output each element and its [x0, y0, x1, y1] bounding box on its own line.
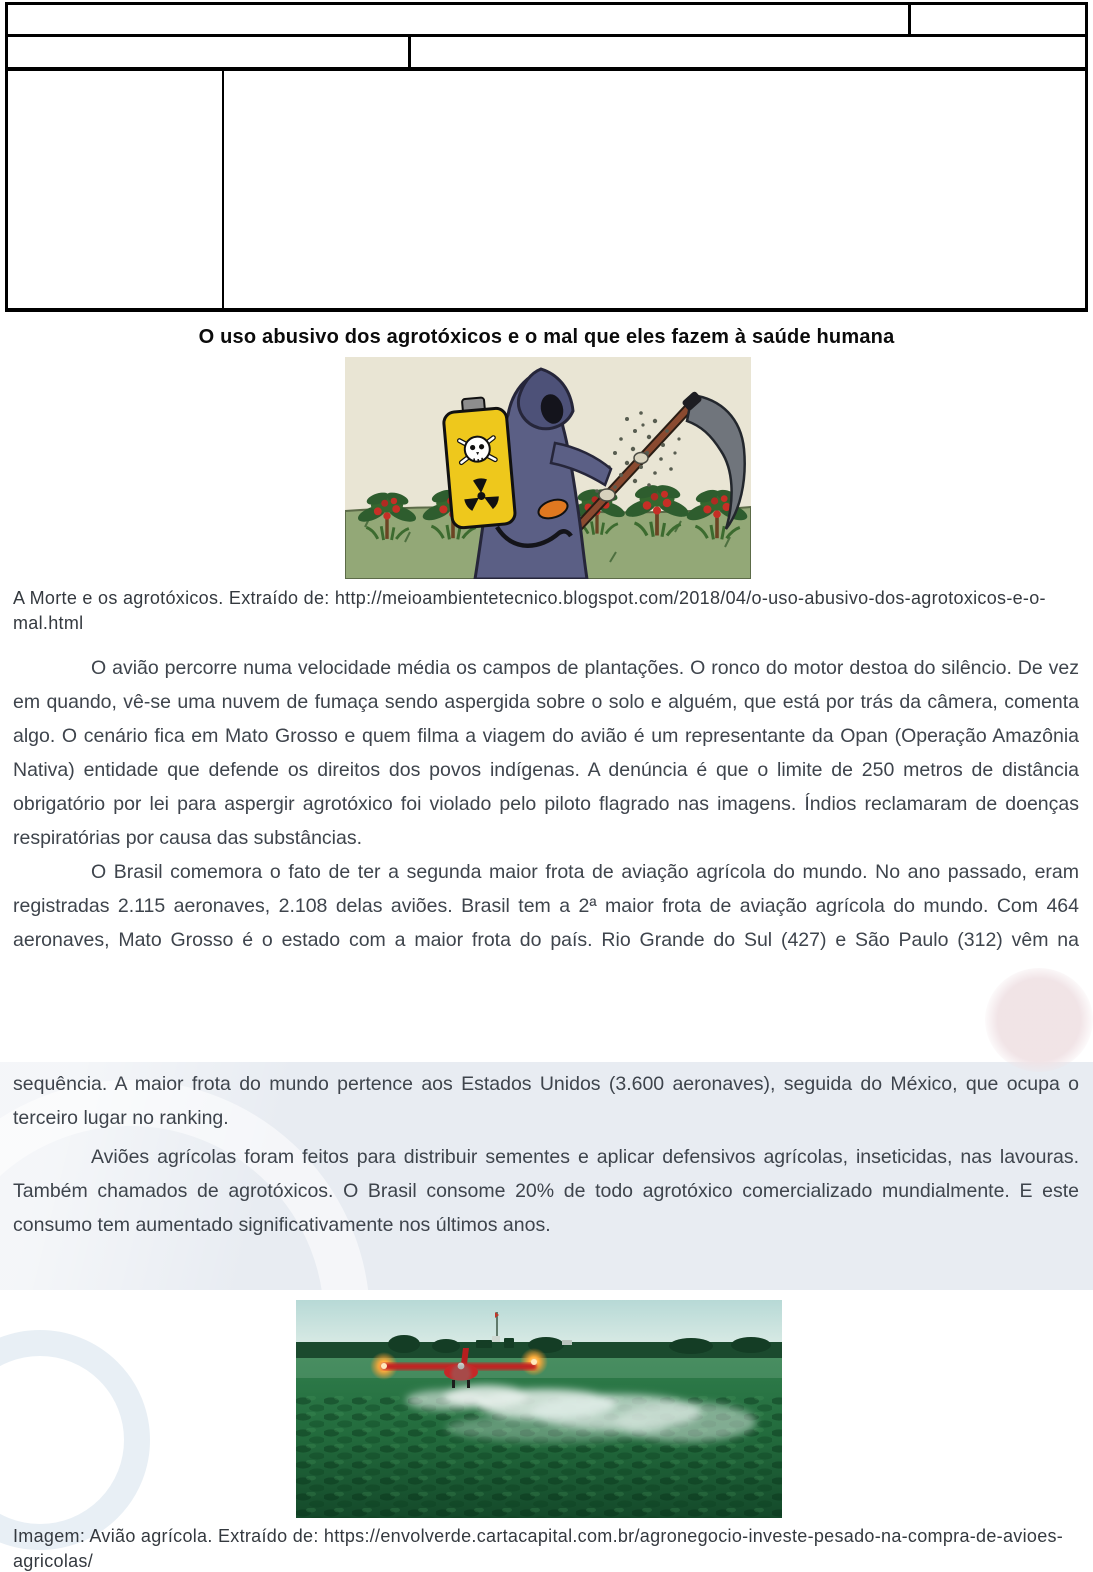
- paragraph-1: O avião percorre numa velocidade média os campos de plantações. O ronco do motor destoa do silêncio. De vez em quando, vê-se uma nuvem de fumaça sendo aspergida sobre o solo e alguém, que está por trás da câmera, comenta algo. O cenário fica em Mato Grosso e quem filma a viagem do avião é um representante da Opan (Operação Amazônia Nativa) entidade que defende os direitos dos povos indígenas. A denúncia é que o limite de 250 metros de distância obrigatório por lei para aspergir agrotóxico foi violado pelo piloto flagrado nas imagens. Índios reclamaram de doenças respiratórias por causa das substâncias.: [13, 657, 1079, 849]
- paragraph-3: Aviões agrícolas foram feitos para distribuir sementes e aplicar defensivos agrícolas, inseticidas, nas lavouras. Também chamados de agrotóxicos. O Brasil consome 20% de todo agrotóxico comercializado mundialmente. E este consumo tem aumentado significativamente nos últimos anos.: [13, 1146, 1079, 1236]
- paragraph-2-part-1: O Brasil comemora o fato de ter a segunda maior frota de aviação agrícola do mundo. No ano passado, eram registradas 2.115 aeronaves, 2.108 delas aviões. Brasil tem a 2ª maior frota de aviação agrícola do mundo. Com 464 aeronaves, Mato Grosso é o estado com a maior frota do país. Rio Grande do Sul (427) e São Paulo (312) vêm na: [13, 861, 1079, 951]
- header-table-row: [8, 71, 1085, 308]
- header-cell-r2c2: [408, 37, 1085, 67]
- paragraph-2-part-2: sequência. A maior frota do mundo pertence aos Estados Unidos (3.600 aeronaves), seguida do México, que ocupa o terceiro lugar no ranking.: [13, 1073, 1079, 1129]
- figure2-caption: Imagem: Avião agrícola. Extraído de: https://envolverde.cartacapital.com.br/agronegocio-investe-pesado-na-compra-de-avioes-agricolas/: [13, 1526, 1064, 1571]
- header-cell-r3c2: [222, 71, 1085, 308]
- header-cell-r2c1: [8, 37, 408, 67]
- figure-crop-duster: [296, 1300, 782, 1518]
- header-cell-r1c1: [8, 5, 908, 34]
- body-text-block-1: [13, 651, 1079, 957]
- pink-blob-watermark: [985, 968, 1093, 1072]
- crop-duster-photo: [296, 1300, 782, 1518]
- body-text-block-2: [13, 1067, 1079, 1242]
- page-title: O uso abusivo dos agrotóxicos e o mal que eles fazem à saúde humana: [198, 326, 895, 348]
- header-cell-r1c2: [908, 5, 1085, 34]
- header-table: [5, 2, 1088, 312]
- figure1-caption: A Morte e os agrotóxicos. Extraído de: http://meioambientetecnico.blogspot.com/2018/04/o-uso-abusivo-dos-agrotoxicos-e-o-mal.html: [13, 588, 1046, 633]
- poison-tank: [442, 396, 516, 529]
- figure-grim-reaper: [345, 357, 751, 579]
- header-cell-r3c1: [8, 71, 222, 308]
- header-table-row: [8, 37, 1085, 71]
- header-table-row: [8, 5, 1085, 37]
- grim-reaper-illustration: [345, 357, 751, 579]
